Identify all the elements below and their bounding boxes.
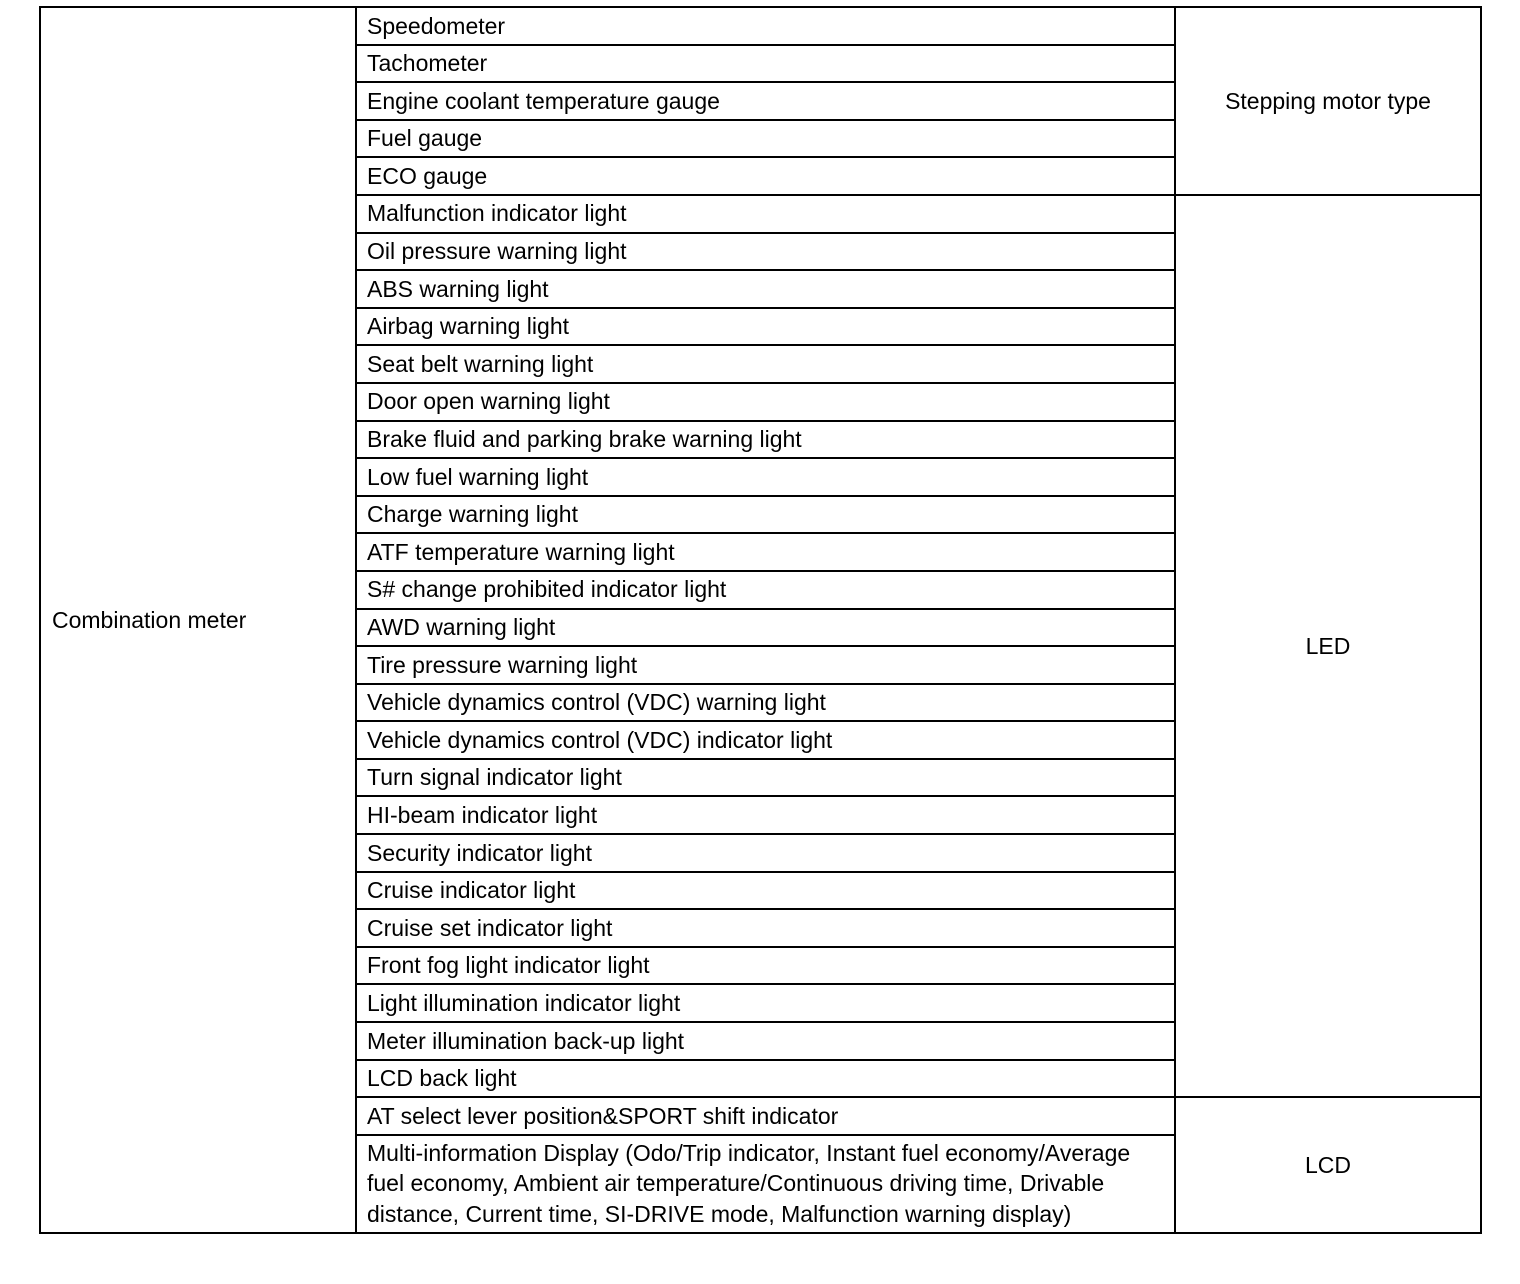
item-name-cell: ATF temperature warning light bbox=[356, 533, 1175, 571]
item-name-cell: Security indicator light bbox=[356, 834, 1175, 872]
item-name-cell: Turn signal indicator light bbox=[356, 759, 1175, 797]
item-name-cell: Oil pressure warning light bbox=[356, 233, 1175, 271]
item-name-cell: LCD back light bbox=[356, 1060, 1175, 1098]
table-row bbox=[40, 7, 1481, 45]
combination-meter-table bbox=[39, 6, 1482, 1234]
item-name-cell: Vehicle dynamics control (VDC) indicator light bbox=[356, 721, 1175, 759]
item-name-cell: Airbag warning light bbox=[356, 308, 1175, 346]
item-name-cell: Cruise indicator light bbox=[356, 872, 1175, 910]
item-name-cell: Meter illumination back-up light bbox=[356, 1022, 1175, 1060]
item-name-cell: Malfunction indicator light bbox=[356, 195, 1175, 233]
item-name-cell: Cruise set indicator light bbox=[356, 909, 1175, 947]
item-name-cell: AT select lever position&SPORT shift indicator bbox=[356, 1097, 1175, 1135]
item-name-cell: Charge warning light bbox=[356, 496, 1175, 534]
item-name-cell: Low fuel warning light bbox=[356, 458, 1175, 496]
item-name-cell: Tachometer bbox=[356, 45, 1175, 83]
item-name-cell: AWD warning light bbox=[356, 609, 1175, 647]
item-name-cell: Light illumination indicator light bbox=[356, 984, 1175, 1022]
item-name-cell: HI-beam indicator light bbox=[356, 796, 1175, 834]
item-name-cell: ABS warning light bbox=[356, 270, 1175, 308]
item-name-cell: Seat belt warning light bbox=[356, 345, 1175, 383]
table-body bbox=[40, 7, 1481, 1233]
item-name-cell: Tire pressure warning light bbox=[356, 646, 1175, 684]
display-type-cell: LED bbox=[1175, 195, 1481, 1097]
item-name-cell: Front fog light indicator light bbox=[356, 947, 1175, 985]
display-type-cell: LCD bbox=[1175, 1097, 1481, 1232]
item-name-cell: Brake fluid and parking brake warning light bbox=[356, 421, 1175, 459]
component-group-cell: Combination meter bbox=[40, 7, 356, 1233]
item-name-cell: Multi-information Display (Odo/Trip indicator, Instant fuel economy/Average fuel economy, Ambient air temperature/Continuous driving time, Drivable distance, Current time, SI-DRIVE mode, Malfunction warning display) bbox=[356, 1135, 1175, 1233]
item-name-cell: S# change prohibited indicator light bbox=[356, 571, 1175, 609]
item-name-cell: Engine coolant temperature gauge bbox=[356, 82, 1175, 120]
item-name-cell: Speedometer bbox=[356, 7, 1175, 45]
item-name-cell: Fuel gauge bbox=[356, 120, 1175, 158]
item-name-cell: Door open warning light bbox=[356, 383, 1175, 421]
item-name-cell: Vehicle dynamics control (VDC) warning light bbox=[356, 684, 1175, 722]
display-type-cell: Stepping motor type bbox=[1175, 7, 1481, 195]
item-name-cell: ECO gauge bbox=[356, 157, 1175, 195]
